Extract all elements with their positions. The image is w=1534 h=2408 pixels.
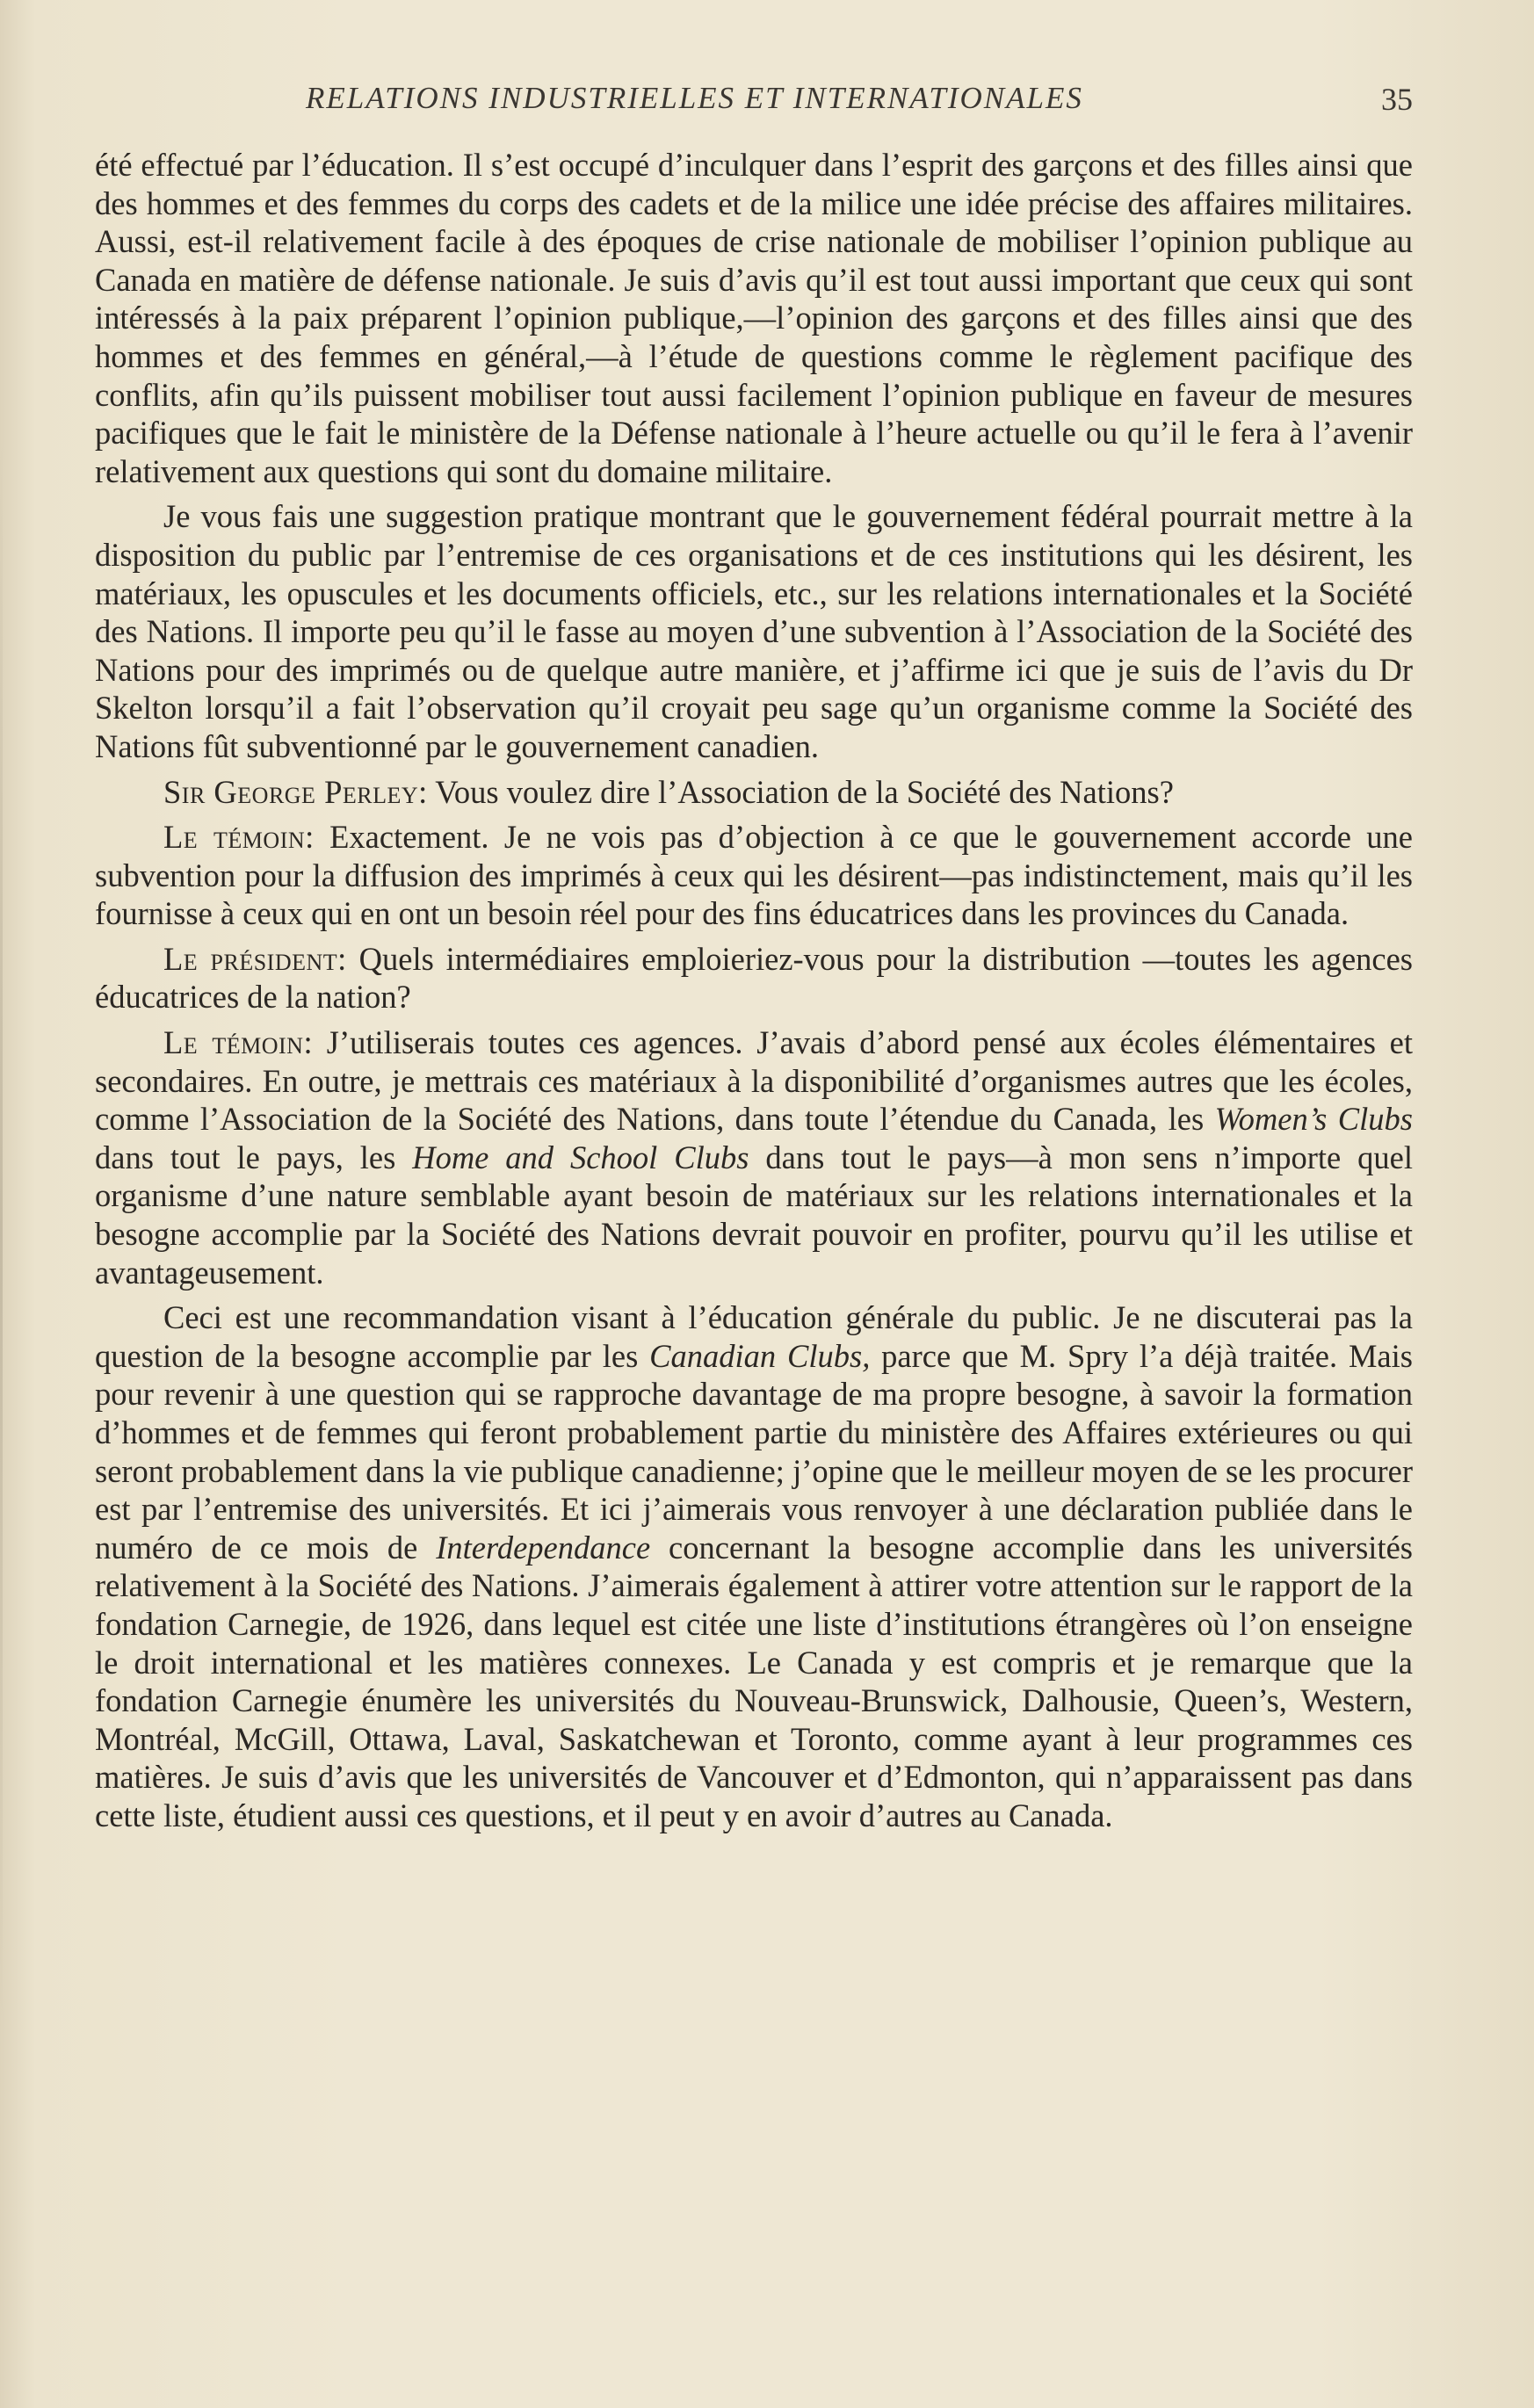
paragraph-text: dans tout le pays, les [95,1139,413,1175]
speaker-name: Le témoin: [163,819,315,856]
paragraph-text: Vous voulez dire l’Association de la Société des Nations? [427,773,1174,810]
paragraph-text: Exactement. Je ne vois pas d’objection à ce que le gouvernement accorde une subvention pour la diffusion des imprimés à ceux qui les désirent—pas indistinctement, mais qu’il les fournisse à ceux qui en ont un besoin réel pour des fins éducatrices dans les provinces du Canada. [95,819,1413,932]
running-title: RELATIONS INDUSTRIELLES ET INTERNATIONALES [306,81,1083,115]
italic-term: Canadian Clubs, [649,1337,871,1374]
italic-term: Interdependance [436,1529,651,1566]
speaker-name: Le président: [163,940,347,977]
paragraph-witness-2 [95,1023,1413,1291]
paragraph-suggestion [95,497,1413,765]
italic-term: Home and School Clubs [412,1139,749,1175]
page-header [95,81,1413,125]
paragraph-text: Ceci est une recommandation visant à l’éducation générale du public. Je ne discuterai pas la question de la besogne accomplie par les [95,1299,1413,1374]
paragraph-text: Je vous fais une suggestion pratique montrant que le gouvernement fédéral pourrait mettre à la disposition du public par l’entremise de ces organisations et de ces institutions qui les désirent, les matériaux, les opuscules et les documents officiels, etc., sur les relations internationales et la Société des Nations. Il importe peu qu’il le fasse au moyen d’une subvention à l’Association de la Société des Nations pour des imprimés ou de quelque autre manière, et j’affirme ici que je suis de l’avis du Dr Skelton lorsqu’il a fait l’observation qu’il croyait peu sage qu’un organisme comme la Société des Nations fût subventionné par le gouvernement canadien. [95,498,1413,764]
paragraph-president [95,940,1413,1016]
page-edge-shadow [0,439,3,2021]
paragraph-witness-1 [95,818,1413,933]
paragraph-text: concernant la besogne accomplie dans les universités relativement à la Société des Nations. J’aimerais également à attirer votre attention sur le rapport de la fondation Carnegie, de 1926, dans lequel est citée une liste d’institutions étrangères où l’on enseigne le droit international et les matières connexes. Le Canada y est compris et je remarque que la fondation Carnegie énumère les universités du Nouveau-Brunswick, Dalhousie, Queen’s, Western, Montréal, McGill, Ottawa, Laval, Saskatchewan et Toronto, comme ayant à leur programmes ces matières. Je suis d’avis que les universités de Vancouver et d’Edmonton, qui n’apparaissent pas dans cette liste, étudient aussi ces questions, et il peut y en avoir d’autres au Canada. [95,1529,1413,1833]
paragraph-text: parce que M. Spry l’a déjà traitée. Mais pour revenir à une question qui se rapproche davantage de ma propre besogne, à savoir la formation d’hommes et de femmes qui feront probablement partie du ministère des Affaires extérieures ou qui seront probablement dans la vie publique canadienne; j’opine que le meilleur moyen de se les procurer est par l’entremise des universités. Et ici j’aimerais vous renvoyer à une déclaration publiée dans le numéro de ce mois de [95,1337,1413,1566]
paragraph-text: été effectué par l’éducation. Il s’est occupé d’inculquer dans l’esprit des garçons et des filles ainsi que des hommes et des femmes du corps des cadets et de la milice une idée précise des affaires militaires. Aussi, est-il relativement facile à des époques de crise nationale de mobiliser l’opinion publique au Canada en matière de défense nationale. Je suis d’avis qu’il est tout aussi important que ceux qui sont intéressés à la paix préparent l’opinion publique,—l’opinion des garçons et des filles ainsi que des hommes et des femmes en général,—à l’étude de questions comme le règlement pacifique des conflits, afin qu’ils puissent mobiliser tout aussi facilement l’opinion publique en faveur de mesures pacifiques que le fait le ministère de la Défense nationale à l’heure actuelle ou qu’il le fera à l’avenir relativement aux questions qui sont du domaine militaire. [95,147,1413,489]
body-text [95,146,1413,1835]
speaker-name: Le témoin: [163,1024,314,1061]
speaker-name: Sir George Perley: [163,773,428,810]
page-number: 35 [1381,82,1413,117]
paragraph-text: J’utiliserais toutes ces agences. J’avais d’abord pensé aux écoles élémentaires et secondaires. En outre, je mettrais ces matériaux à la disponibilité d’organismes autres que les écoles, comme l’Association de la Société des Nations, dans toute l’étendue du Canada, les [95,1024,1413,1138]
paragraph-perley [95,773,1413,812]
paragraph-continuation [95,146,1413,490]
paragraph-recommendation [95,1298,1413,1834]
italic-term: Women’s Clubs [1214,1101,1413,1138]
paragraph-text: dans tout le pays—à mon sens n’importe quel organisme d’une nature semblable ayant besoin de matériaux sur les relations internationales et la besogne accomplie par la Société des Nations devrait pouvoir en profiter, pourvu qu’il les utilise et avantageusement. [95,1139,1413,1291]
paragraph-text: Quels intermédiaires emploieriez-vous pour la distribution —toutes les agences éducatrices de la nation? [95,940,1414,1016]
